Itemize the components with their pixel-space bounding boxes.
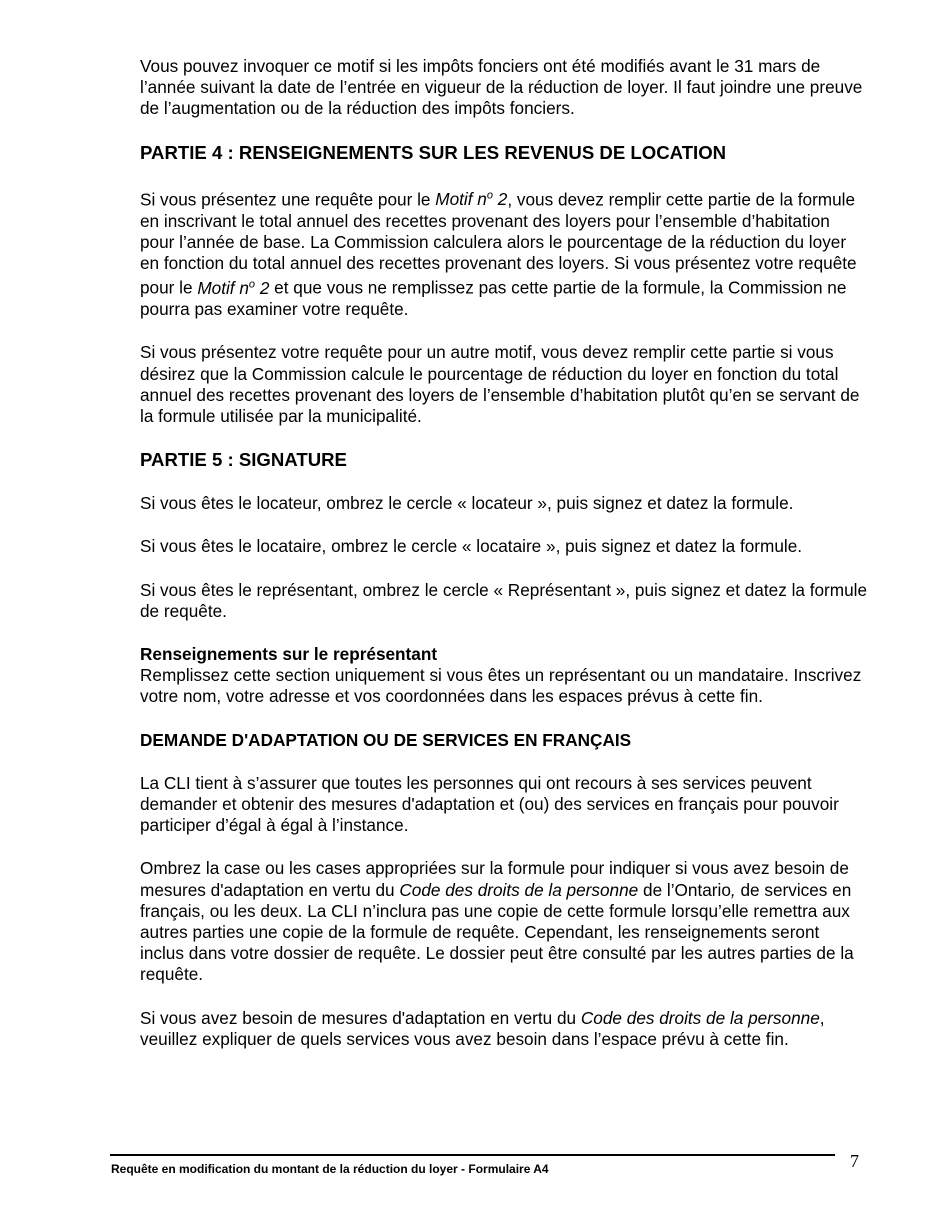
part5-heading: PARTIE 5 : SIGNATURE xyxy=(140,449,347,471)
adaptation-paragraph-1: La CLI tient à s’assurer que toutes les personnes qui ont recours à ses services peuvent demander et obtenir des mesures d'adaptation et (ou) des services en français pour pouvoir participer d’égal à égal à l’instance. xyxy=(140,772,839,836)
part4-p1-text-c: et que vous ne remplissez pas cette partie de la formule, la Commission ne pourra pas examiner votre requête. xyxy=(140,277,847,320)
adaptation-paragraph-2 xyxy=(140,858,868,985)
part5-landlord-paragraph: Si vous êtes le locateur, ombrez le cercle « locateur », puis signez et datez la formule. xyxy=(140,493,794,514)
motif-reference xyxy=(435,189,507,209)
intro-paragraph: Vous pouvez invoquer ce motif si les impôts fonciers ont été modifiés avant le 31 mars de l’année suivant la date de l’entrée en vigueur de la réduction de loyer. Il faut joindre une preuve de l’augmentation ou de la réduction des impôts fonciers. xyxy=(140,56,863,119)
adaptation-p2-text-a: Ombrez la case ou les cases appropriées sur la formule pour indiquer si vous avez besoin de mesures d'adaptation en vertu du xyxy=(140,858,849,900)
footer-divider xyxy=(110,1154,835,1156)
page-content xyxy=(140,56,868,1050)
motif-number: 2 xyxy=(492,189,508,210)
adaptation-heading: DEMANDE D'ADAPTATION OU DE SERVICES EN FRANÇAIS xyxy=(140,729,632,750)
adaptation-p3-text-b: , veuillez expliquer de quels services vous avez besoin dans l’espace prévu à cette fin. xyxy=(140,1007,825,1049)
code-reference-2: Code des droits de la personne xyxy=(580,1007,820,1028)
adaptation-p2-text-c: de services en français, ou les deux. La CLI n’inclura pas une copie de cette formule lorsqu’elle remettra aux autres parties une copie de la formule de requête. Cependant, les renseignements seront inclus dans votre dossier de requête. Le dossier peut être consulté par les autres parties de la requête. xyxy=(140,879,854,985)
representative-info-paragraph: Remplissez cette section uniquement si vous êtes un représentant ou un mandataire. Inscrivez votre nom, votre adresse et vos coordonnées dans les espaces prévus à cette fin. xyxy=(140,665,862,707)
motif-sup: o xyxy=(486,189,493,202)
motif-sup-2: o xyxy=(248,278,256,291)
motif-label-2: Motif n xyxy=(197,277,249,298)
motif-label: Motif n xyxy=(435,189,487,210)
part4-p1-text-a: Si vous présentez une requête pour le xyxy=(140,189,436,210)
adaptation-paragraph-3 xyxy=(140,1008,868,1050)
footer-form-title: Requête en modification du montant de la réduction du loyer - Formulaire A4 xyxy=(111,1162,549,1176)
part4-paragraph-1 xyxy=(140,186,868,321)
page-number: 7 xyxy=(850,1151,859,1171)
adaptation-p2-text-b: de l’Ontario xyxy=(638,879,731,900)
part5-tenant-paragraph: Si vous êtes le locataire, ombrez le cercle « locataire », puis signez et datez la formule. xyxy=(140,536,803,557)
part4-paragraph-2: Si vous présentez votre requête pour un autre motif, vous devez remplir cette partie si vous désirez que la Commission calcule le pourcentage de réduction du loyer en fonction du total annuel des recettes provenant des loyers de l’ensemble d’habitation plutôt qu’en se servant de la formule utilisée par la municipalité. xyxy=(140,342,860,426)
part5-representative-paragraph: Si vous êtes le représentant, ombrez le cercle « Représentant », puis signez et datez la formule de requête. xyxy=(140,579,868,621)
adaptation-p3-text-a: Si vous avez besoin de mesures d'adaptation en vertu du xyxy=(140,1007,581,1028)
part4-p1-text-b: , vous devez remplir cette partie de la formule en inscrivant le total annuel des recettes provenant des loyers pour l’ensemble d’habitation pour l’année de base. La Commission calculera alors le pourcentage de la réduction du loyer en fonction du total annuel des recettes provenant des loyers. Si vous présentez votre requête pour le xyxy=(140,189,857,298)
motif-reference-2 xyxy=(197,278,269,298)
adaptation-p2-comma: , xyxy=(730,879,736,900)
motif-number-2: 2 xyxy=(255,277,270,298)
code-reference: Code des droits de la personne xyxy=(399,879,639,900)
part4-heading: PARTIE 4 : RENSEIGNEMENTS SUR LES REVENUS DE LOCATION xyxy=(140,141,727,163)
representative-info-heading: Renseignements sur le représentant xyxy=(140,643,438,664)
